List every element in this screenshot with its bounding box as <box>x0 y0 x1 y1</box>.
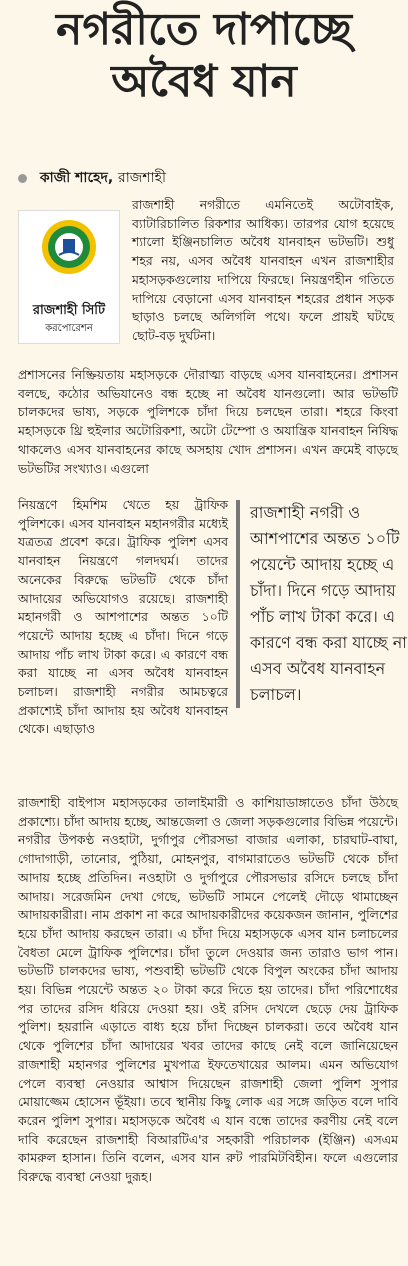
headline-line-1: নগরীতে দাপাচ্ছে <box>56 4 352 55</box>
article-paragraph-4 <box>18 794 398 1187</box>
article-paragraph-intro <box>132 196 394 346</box>
article-paragraph-3 <box>18 496 228 739</box>
logo-subtitle: করপোরেশন <box>45 323 93 334</box>
paragraph-text: প্রশাসনের নিষ্ক্রিয়তায় মহাসড়কে দৌরাত্ম্য বাড়ছে এসব যানবাহনের। প্রশাসন বলছে, কঠোর অভিযানেও বন্ধ হচ্ছে না অবৈধ যানগুলো। আর ভটভটি চালকদের ভাষ্য, সড়কে পুলিশকে চাঁদা দিয়ে চলছেন তারা। শহরে কিংবা মহাসড়কে থ্রি হুইলার অটোরিকশা, অটো টেম্পো ও অযান্ত্রিক যানবাহন নিষিদ্ধ থাকলেও এসব যানবাহনের কাছে অসহায় খোদ প্রশাসন। এখন ক্রমেই বাড়ছে ভটভটির সংখ্যাও। এগুলো <box>18 367 398 476</box>
paragraph-text: নিয়ন্ত্রণে হিমশিম খেতে হয় ট্রাফিক পুলিশকে। এসব যানবাহন মহানগরীর মধ্যেই যত্রতত্র প্রবেশ করে। ট্রাফিক পুলিশ এসব যানবাহন নিয়ন্ত্রণে গলদঘর্ম। তাদের অনেকের বিরুদ্ধে ভটভটি থেকে চাঁদা আদায়ের অভিযোগও রয়েছে। রাজশাহী মহানগরী ও আশপাশের অন্তত ১০টি পয়েন্টে আদায় হচ্ছে এ চাঁদা। দিনে গড়ে আদায় পাঁচ লাখ টাকা করে। এ কারণে বন্ধ করা যাচ্ছে না এসব অবৈধ যানবাহন চলাচল। রাজশাহী নগরীর আমচত্বরে প্রকাশ্যেই চাঁদা আদায় হয় অবৈধ যানবাহন থেকে। এছাড়াও <box>18 497 228 737</box>
logo-title: রাজশাহী সিটি <box>32 303 106 318</box>
paragraph-text: রাজশাহী বাইপাস মহাসড়কের তালাইমারী ও কাশিয়াডাঙ্গাতেও চাঁদা উঠছে প্রকাশ্যে। চাঁদা আদায় হচ্ছে, আন্তজেলা ও জেলা সড়কগুলোর বিভিন্ন পয়েন্টে। নগরীর উপকণ্ঠ নওহাটা, দুর্গাপুর পৌরসভা বাজার এলাকা, চারঘাট-বাঘা, গোদাগাড়ী, তানোর, পুঠিয়া, মোহনপুর, বাগমারাতেও ভটভটি থেকে চাঁদা আদায় হচ্ছে প্রতিদিন। নওহাটা ও দুর্গাপুরে পৌরসভার রসিদে চলছে চাঁদা আদায়। সরেজমিন দেখা গেছে, ভটভটি সামনে পেলেই দৌড়ে থামাচ্ছেন আদায়কারীরা। নাম প্রকাশ না করে আদায়কারীদের কয়েকজন জানান, পুলিশের হয়ে চাঁদা আদায় করছেন তারা। এ চাঁদা দিয়ে মহাসড়কে এসব যান চলাচলের বৈধতা মেলে ট্রাফিক পুলিশের। চাঁদা তুলে দেওয়ার জন্য তারাও ভাগ পান। ভটভটি চালকদের ভাষ্য, পশুবাহী ভটভটি থেকে বিপুল অংকের চাঁদা আদায় হয়। বিভিন্ন পয়েন্টে অন্তত ২০ টাকা করে দিতে হয় তাদের। চাঁদা পরিশোধের পর তাদের রসিদ ধরিয়ে দেওয়া হয়। ওই রসিদ দেখলে ছেড়ে দেয় ট্রাফিক পুলিশ। হয়রানি এড়াতে বাধ্য হয়ে চাঁদা দিচ্ছেন চালকরা। তবে অবৈধ যান থেকে পুলিশের চাঁদা আদায়ের খবর তাদের কাছে নেই বলে জানিয়েছেন রাজশাহী মহানগর পুলিশের মুখপাত্র ইফতেখায়ের আলম। এমন অভিযোগ পেলে ব্যবস্থা নেওয়ার আশ্বাস দিয়েছেন রাজশাহী জেলা পুলিশ সুপার মোয়াজ্জেম হোসেন ভূঁইয়া। তবে স্থানীয় কিছু লোক এর সঙ্গে জড়িত বলে দাবি করেন পুলিশ সুপার। মহাসড়কে অবৈধ এ যান বন্ধে তাদের করণীয় নেই বলে দাবি করেছেন রাজশাহী বিআরটিএ'র সহকারী পরিচালক (ইঞ্জিন) এসএম কামরুল হাসান। তিনি বলেন, এসব যান রুট পারমিটবিহীন। ফলে এগুলোর বিরুদ্ধে ব্যবস্থা নেওয়া দুরূহ। <box>18 795 398 1185</box>
city-corporation-logo <box>18 210 120 344</box>
headline-line-2: অবৈধ যান <box>111 56 297 107</box>
city-seal-icon <box>41 219 97 275</box>
byline <box>18 166 166 190</box>
byline-place: রাজশাহী <box>118 170 167 186</box>
headline <box>0 4 408 108</box>
article-paragraph-2 <box>18 366 398 478</box>
pull-quote: রাজশাহী নগরী ও আশপাশের অন্তত ১০টি পয়েন্টে আদায় হচ্ছে এ চাঁদা। দিনে গড়ে আদায় পাঁচ লাখ টাকা করে। এ কারণে বন্ধ করা যাচ্ছে না এসব অবৈধ যানবাহন চলাচল। <box>236 500 408 708</box>
bullet-icon <box>18 174 27 183</box>
paragraph-text: রাজশাহী নগরীতে এমনিতেই অটোবাইক, ব্যাটারিচালিত রিকশার আধিক্য। তারপর যোগ হয়েছে শ্যালো ইঞ্জিনচালিত অবৈধ যানবাহন ভটভটি। শুধু শহর নয়, এসব অবৈধ যানবাহন এখন রাজশাহীর মহাসড়কগুলোয় দাপিয়ে ফিরছে। নিয়ন্ত্রণহীন গতিতে দাপিয়ে বেড়ানো এসব যানবাহন শহরের প্রধান সড়ক ছাড়াও চলছে অলিগলি পথে। ফলে প্রায়ই ঘটছে ছোট-বড় দুর্ঘটনা। <box>132 197 394 343</box>
author-name: কাজী শাহেদ, <box>39 170 114 186</box>
